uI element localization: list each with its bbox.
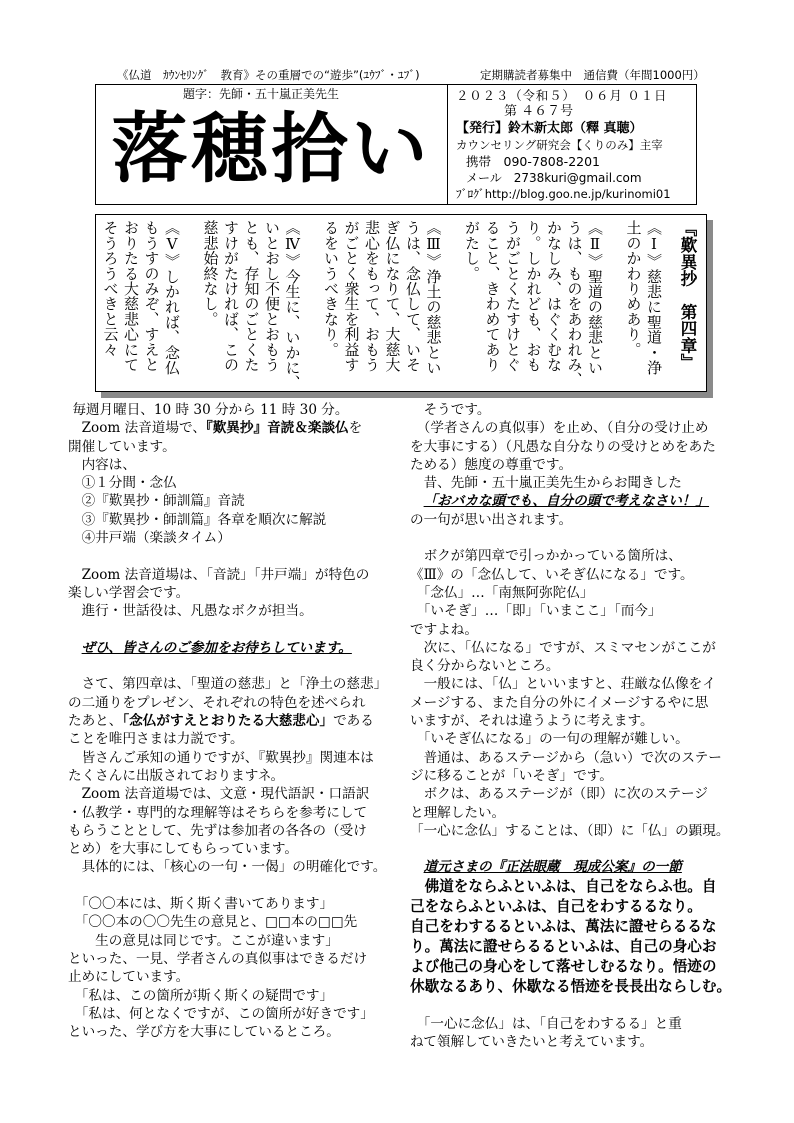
text-line: 具体的には、「核心の一句・一偈」の明確化です。 xyxy=(68,859,387,876)
calligraphy-credit: 題字：先師・五十嵐正美先生 xyxy=(182,87,339,101)
publisher: 【発行】鈴木新太郎（釋 真聴） xyxy=(456,120,643,136)
text-line: 毎週月曜日、10 時 30 分から 11 時 30 分。 xyxy=(68,402,349,418)
masthead xyxy=(95,84,697,205)
text-line: ボクは、あるステージが（即）に次のステージ xyxy=(410,786,708,803)
blog-url: ﾌﾞﾛｸﾞhttp://blog.goo.ne.jp/kurinomi01 xyxy=(456,187,671,202)
blank-line xyxy=(68,657,387,675)
text-line: 「私は、この箇所が斯く斯くの疑問です」 xyxy=(68,987,334,1004)
text-line: Zoom 法音道場は、「音読」「井戸端」が特色の xyxy=(68,566,370,583)
subscription-notice: 定期購読者募集中 通信費（年間1000円） xyxy=(480,68,705,82)
text-line: 止めにしています。 xyxy=(68,969,190,986)
text-line: そうです。 xyxy=(410,402,491,418)
text-line: さて、第四章は、「聖道の慈悲」と「浄土の慈悲」 xyxy=(68,676,388,693)
quote-line: 休歇なるあり、休歇なる悟迹を長長出ならしむ。 xyxy=(410,977,732,995)
text-line: 《Ⅲ》の「念仏して、いそぎ仏になる」です。 xyxy=(410,566,694,583)
text-line: ですよね。 xyxy=(410,621,478,638)
text-line: ねて領解していきたいと考えています。 xyxy=(410,1034,654,1051)
text-line: 昔、先師・五十嵐正美先生からお聞きした xyxy=(410,475,682,492)
scripture-line: 土のかわりめあり。 xyxy=(624,220,643,357)
text-line: もらうこととして、先ずは参加者の各各の（受け xyxy=(68,822,367,839)
text-span: Zoom 法音道場で、 xyxy=(68,420,206,437)
text-line: （学者さんの真似事）を止め、（自分の受け止め xyxy=(410,420,709,437)
text-line: 「いそぎ仏になる」の一句の理解が難しい。 xyxy=(410,731,689,748)
text-line: メージする、また自分の外にイメージするやに思 xyxy=(410,694,709,711)
text-line: 皆さんご承知の通りですが、『歎異抄』関連本は xyxy=(68,749,374,766)
email-address: メール 2738kuri@gmail.com xyxy=(466,170,642,185)
scripture-box xyxy=(95,214,707,392)
issue-number: 第 ４６７号 xyxy=(504,104,574,120)
text-line: の二通りをプレゼン、それぞれの特色を述べられ xyxy=(68,694,366,711)
phone-number: 携帯 090-7808-2201 xyxy=(466,153,601,169)
text-line: たくさんに出版されておりますネ。 xyxy=(68,767,285,784)
blank-line xyxy=(410,840,731,858)
text-line: 開催しています。 xyxy=(68,438,176,455)
scripture-line: すけがたければ、この xyxy=(222,220,240,372)
masthead-tagline: 《仏道 ｶｳﾝｾﾘﾝｸﾞ 教育》その重層での“遊歩”(ﾕｳﾌﾞ・ﾕﾌﾞ) xyxy=(117,68,420,82)
text-span: たあと、 xyxy=(68,713,123,730)
scripture-line: いとおし不便とおもう xyxy=(263,220,281,372)
text-line: といった、学び方を大事にしているところ。 xyxy=(68,1024,340,1041)
scripture-line: ぎ仏になりて、大慈大 xyxy=(383,220,402,372)
text-line: といった、一見、学者さんの真似事はできるだけ xyxy=(68,950,368,967)
quote-line: 己をならふといふは、自己をわするるなり。 xyxy=(410,897,702,915)
text-line: ・仏教学・専門的な理解等はそちらを参考にして xyxy=(68,804,368,821)
quote-line: よび他己の身心をして落せしむるなり。悟迹の xyxy=(410,957,717,975)
scripture-vertical-text xyxy=(100,220,698,391)
scripture-line: り。しかれども、おも xyxy=(524,220,543,372)
scripture-line: 《Ⅰ》慈悲に聖道・浄 xyxy=(645,220,663,375)
text-line: ジに移ることが「いそぎ」です。 xyxy=(410,767,613,784)
scripture-title: 『歎異抄 第四章』 xyxy=(678,220,697,371)
scripture-line: がたし。 xyxy=(463,220,481,281)
title-panel xyxy=(96,85,448,204)
text-line: を大事にする）（凡愚な自分なりの受けとめをあた xyxy=(410,438,716,455)
text-line xyxy=(68,419,387,437)
organization: カウンセリング研究会【くりのみ】主宰 xyxy=(456,138,663,153)
scripture-section xyxy=(321,220,444,388)
blank-line xyxy=(410,997,731,1015)
text-line: 内容は、 xyxy=(68,456,136,473)
text-line: 一般には、「仏」といいますと、荘厳な仏像をイ xyxy=(410,676,716,693)
quote-line: り。萬法に證せらるるといふは、自己の身心お xyxy=(410,937,717,955)
emphasis-line: 道元さまの『正法眼蔵 現成公案』の一節 xyxy=(423,859,682,876)
scripture-line: 《Ⅱ》聖道の慈悲とい xyxy=(586,220,604,375)
scripture-line: 慈悲始終なし。 xyxy=(201,220,220,327)
text-line: 次に、「仏になる」ですが、スミマセンがここが xyxy=(410,639,716,656)
text-line: ①１分間・念仏 xyxy=(68,475,177,492)
text-line: いますが、それは違うように考えます。 xyxy=(410,713,654,730)
text-line: 「私は、何となくですが、この箇所が好きです」 xyxy=(68,1005,374,1022)
scripture-section xyxy=(200,220,303,391)
right-column xyxy=(410,401,731,1052)
scripture-section xyxy=(623,220,664,388)
blank-line xyxy=(68,621,387,639)
blank-line xyxy=(68,877,387,895)
text-line: ボクが第四章で引っかかっている箇所は、 xyxy=(410,548,682,565)
newsletter-title: 落穂拾い xyxy=(111,104,432,193)
text-line: の一句が思い出されます。 xyxy=(410,511,573,528)
scripture-line: もうすのみぞ、すえと xyxy=(142,220,161,372)
text-line: ことを唯円さまは力説です。 xyxy=(68,731,244,748)
scripture-line: 《Ⅲ》浄土の慈悲とい xyxy=(424,220,443,375)
text-span: を xyxy=(348,420,363,437)
text-line: と理解したい。 xyxy=(410,804,506,821)
text-line: 「一心に念仏」は、「自己をわするる」と重 xyxy=(410,1016,682,1033)
text-line: ④井戸端（楽談タイム） xyxy=(68,530,231,547)
quote-line: 佛道をならふといふは、自己をならふ也。自 xyxy=(410,877,717,895)
scripture-line: かなしみ、はぐくむな xyxy=(545,220,563,372)
scripture-line: うは、念仏して、いそ xyxy=(404,220,422,372)
text-line: ②『歎異抄・師訓篇』音読 xyxy=(68,493,245,510)
text-line: とめ）を大事にしてもらっています。 xyxy=(68,841,299,858)
bold-phrase: 「念仏がすえとおりたる大慈悲心」 xyxy=(122,713,334,730)
scripture-line: 《Ⅳ》今生に、いかに、 xyxy=(283,220,302,391)
emphasis-line: ぜひ、皆さんのご参加をお待ちしています。 xyxy=(81,639,352,656)
text-line: ③『歎異抄・師訓篇』各章を順次に解説 xyxy=(68,511,327,528)
blank-line xyxy=(410,529,731,547)
issue-date: ２０２３（令和５） ０６月 ０１日 xyxy=(456,88,668,103)
scripture-line: るをいうべきなり。 xyxy=(322,220,340,357)
text-line: 普通は、あるステージから（急い）で次のステー xyxy=(410,749,722,766)
text-line xyxy=(68,712,387,730)
scripture-section xyxy=(462,220,606,388)
text-span: である xyxy=(333,713,374,730)
scripture-line: とも、存知のごとくた xyxy=(242,220,261,372)
scripture-line: がごとく衆生を利益す xyxy=(342,220,361,372)
publication-info xyxy=(456,88,694,203)
scripture-line: うは、ものをあわれみ、 xyxy=(565,220,584,388)
text-line: 「〇〇本には、斯く斯く書いてあります」 xyxy=(68,896,334,913)
text-line: Zoom 法音道場では、文意・現代語訳・口語訳 xyxy=(68,786,370,803)
text-line: 「いそぎ」…「即」「いまここ」「而今」 xyxy=(410,603,662,620)
quote-line: 自己をわするるといふは、萬法に證せらるるな xyxy=(410,917,717,935)
text-line: 楽しい学習会です。 xyxy=(68,584,190,601)
scripture-line: おりたる大慈悲心にて xyxy=(122,220,140,372)
scripture-line: うがごとくたすけとぐ xyxy=(504,220,522,372)
text-line: 「一心に念仏」することは、（即）に「仏」の顕現。 xyxy=(410,822,730,839)
text-line: 「〇〇本の〇〇先生の意見と、□□本の□□先 xyxy=(68,914,358,931)
scripture-line: そうろうべきと云々 xyxy=(101,220,120,357)
left-column xyxy=(68,401,387,1041)
text-line: 「念仏」…「南無阿弥陀仏」 xyxy=(410,584,594,601)
text-line: ためる）態度の尊重です。 xyxy=(410,456,573,473)
emphasis-line: 「おバカな頭でも、自分の頭で考えなさい！」 xyxy=(423,493,710,510)
scripture-line: 《Ⅴ》しかれば、念仏 xyxy=(163,220,181,375)
scripture-line: 悲心をもって、おもう xyxy=(363,220,381,372)
text-line: 進行・世話役は、凡愚なボクが担当。 xyxy=(68,603,313,620)
text-line: 良く分からないところ。 xyxy=(410,658,560,675)
scripture-section xyxy=(100,220,182,388)
scripture-line: ること、きわめてあり xyxy=(483,220,502,372)
bold-phrase: 『歎異抄』音読＆楽談仏 xyxy=(205,420,349,437)
blank-line xyxy=(68,547,387,565)
text-line: 生の意見は同じです。ここが違います」 xyxy=(68,932,339,949)
